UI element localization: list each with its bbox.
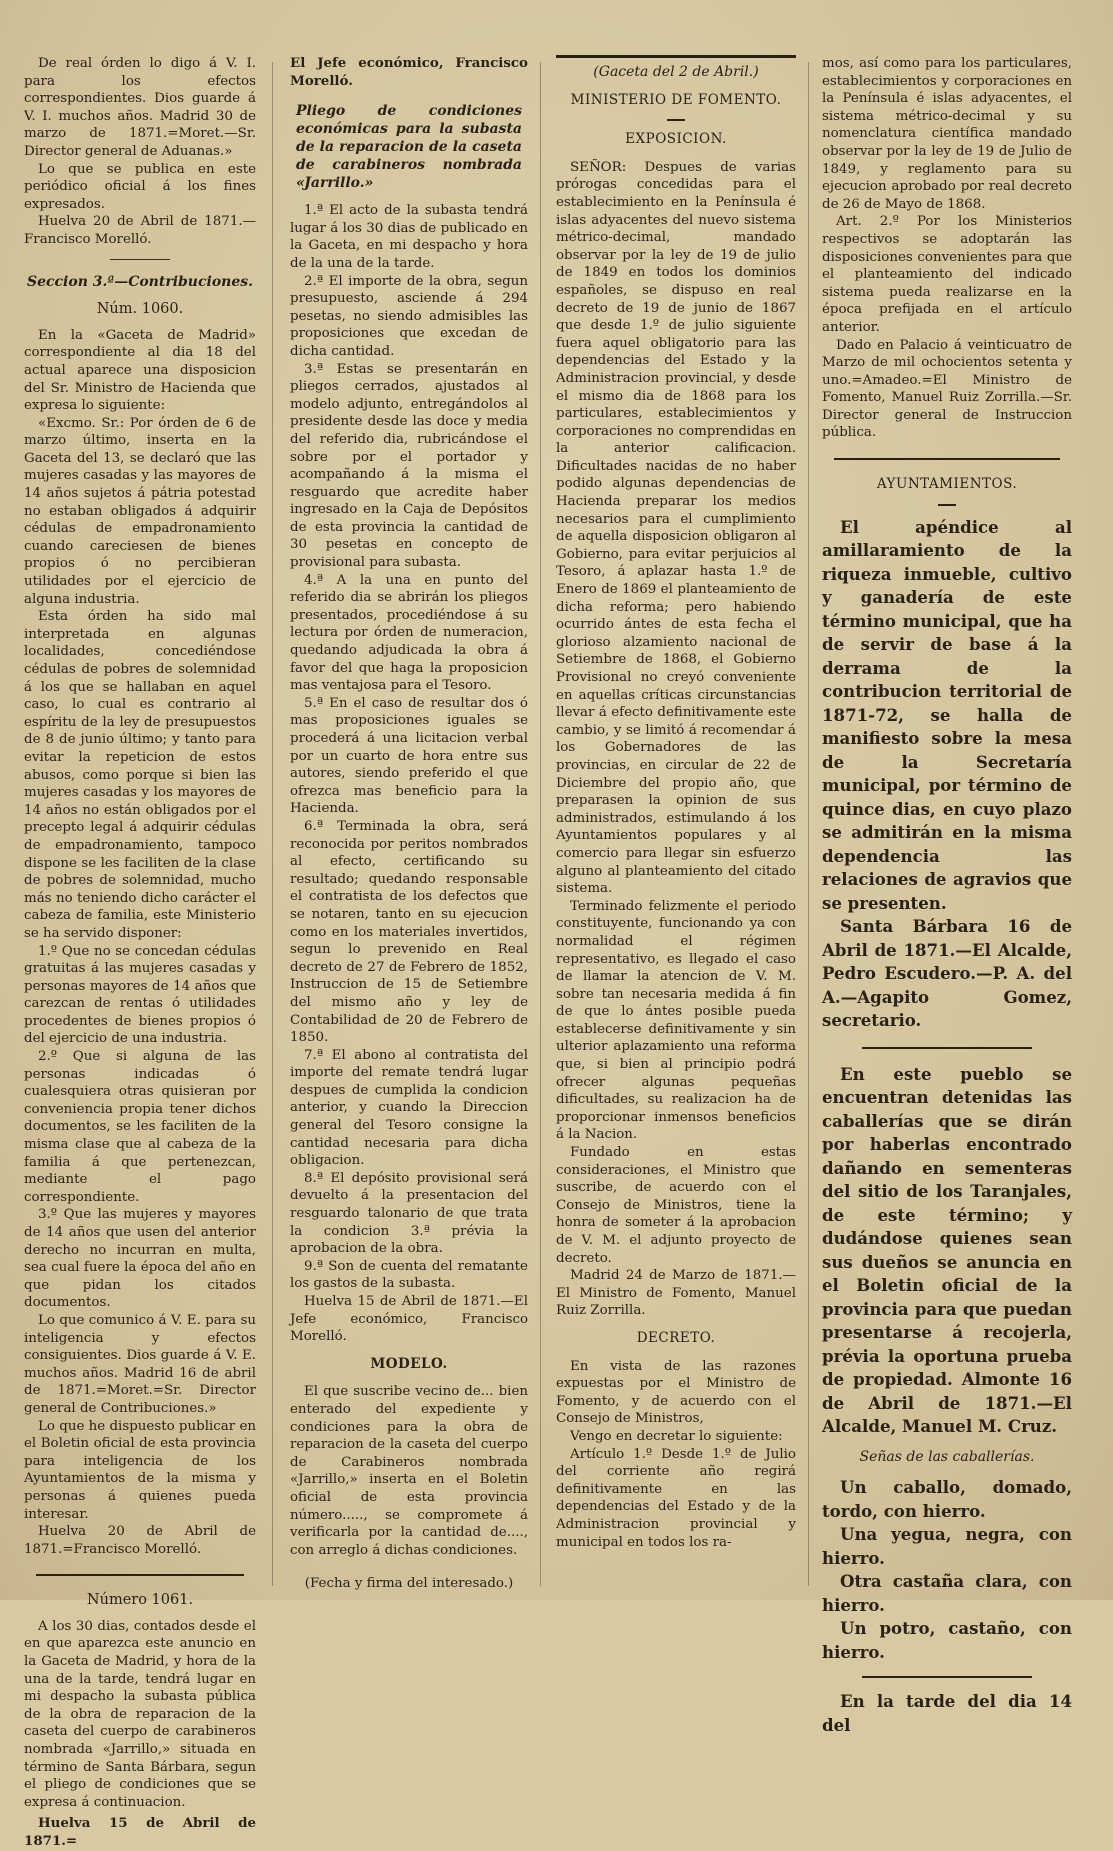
paragraph: En la tarde del dia 14 del <box>822 1691 1072 1735</box>
paragraph: Lo que he dispuesto publicar en el Boletin oficial de esta provincia para inteligencia de los Ayuntamientos de la misma y personas á quienes pueda interesar. <box>24 1418 256 1522</box>
paragraph: 3.º Que las mujeres y mayores de 14 años que usen del anterior derecho no incurran en multa, sea cual fuere la época del año en que pidan los citados documentos. <box>24 1207 256 1311</box>
condition: 6.ª Terminada la obra, será reconocida por peritos nombrados al efecto, certificando su resultado; quedando responsable el contratista de los defectos que se notaren, tanto en su ejecucion como en los materiales invertidos, segun lo prevenido en Real decreto de 27 de Febrero de 1852, Instruccion de 15 de Setiembre del mismo año y ley de Contabilidad de 20 de Febrero de 1850. <box>290 818 528 1046</box>
separator <box>36 1574 244 1576</box>
signature: Huelva 15 de Abril de 1871.—El Jefe económico, Francisco Morelló. <box>290 1294 528 1345</box>
separator <box>110 259 170 260</box>
paragraph: En la «Gaceta de Madrid» correspondiente al dia 18 del actual aparece una disposicion del Sr. Ministro de Hacienda que expresa lo siguiente: <box>24 327 256 414</box>
paragraph: Lo que comunico á V. E. para su inteligencia y efectos consiguientes. Dios guarde á V. E. muchos años. Madrid 16 de abril de 1871.=Moret.=Sr. Director general de Contribuciones.» <box>24 1312 256 1416</box>
paragraph: 2.º Que si alguna de las personas indicadas ó cualesquiera otras quisieran por conveniencia propia tener dichos documentos, se les faciliten de la misma clase que al cabeza de la familia á que pertenezcan, mediante el pago correspondiente. <box>24 1049 256 1205</box>
paragraph: El que suscribe vecino de... bien enterado del expediente y condiciones para la obra de reparacion de la caseta del cuerpo de Carabineros nombrada «Jarrillo,» inserta en el Boletin oficial de esta provincia número....., se compromete á verificarla por la cantidad de...., con arreglo á dichas condiciones. <box>290 1384 528 1558</box>
paragraph: Esta órden ha sido mal interpretada en algunas localidades, concediéndose cédulas de pobres de solemnidad á los que se hallaban en aquel caso, lo cual es contrario al espíritu de la ley de presupuestos de 8 de junio último; y tanto para evitar la repeticion de estos abusos, como porque si bien las mujeres casadas y los mayores de 14 años no están obligados por el precepto legal á adquirir cédulas de empadronamiento, tampoco dispone se les faciliten de la clase de pobres de solemnidad, mucho más no teniendo dicho carácter el cabeza de familia, este Ministerio se ha servido disponer: <box>24 609 256 941</box>
signature: Madrid 24 de Marzo de 1871.—El Ministro de Fomento, Manuel Ruiz Zorrilla. <box>556 1268 796 1319</box>
modelo-heading: MODELO. <box>370 1355 448 1372</box>
separator <box>556 55 796 58</box>
paragraph: A los 30 dias, contados desde el en que aparezca este anuncio en la Gaceta de Madrid, y hora de la una de la tarde, tendrá lugar en mi despacho la subasta pública de la obra de reparacion de la caseta del cuerpo de carabineros nombrada «Jarrillo,» situada en término de Santa Bárbara, segun el pliego de condiciones que se expresa á continuacion. <box>24 1618 256 1810</box>
notice-block <box>822 516 1072 1033</box>
paragraph: Art. 2.º Por los Ministerios respectivos se adoptarán las disposiciones convenientes para que el planteamiento del indicado sistema pueda realizarse en la época prefijada en el artículo anterior. <box>822 214 1072 335</box>
separator <box>834 458 1060 460</box>
exposicion-heading: EXPOSICION. <box>625 131 727 148</box>
notice-block <box>822 1063 1072 1439</box>
column-2 <box>290 55 528 1590</box>
paragraph: Vengo en decretar lo siguiente: <box>570 1428 783 1444</box>
condition: 9.ª Son de cuenta del rematante los gastos de la subasta. <box>290 1258 528 1292</box>
notice-number: Núm. 1060. <box>96 301 184 318</box>
notice-number: Número 1061. <box>86 1592 194 1609</box>
paragraph: En este pueblo se encuentran detenidas las caballerías que se dirán por haberlas encontrado dañando en sementeras del sitio de los Taranjales, de este término; y dudándose quienes sean sus dueños se anuncia en el Boletin oficial de la provincia para que puedan presentarse á recojerla, prévia la oportuna prueba de propiedad. Almonte 16 de Abril de 1871.—El Alcalde, Manuel M. Cruz. <box>822 1063 1072 1437</box>
condition: 1.ª El acto de la subasta tendrá lugar á los 30 dias de publicado en la Gaceta, en mi despacho y hora de la una de la tarde. <box>290 203 528 271</box>
fecha-firma: (Fecha y firma del interesado.) <box>304 1576 514 1592</box>
list-item: Una yegua, negra, con hierro. <box>822 1524 1072 1568</box>
column-rule <box>540 62 541 1586</box>
paragraph: En vista de las razones expuestas por el Ministro de Fomento, y de acuerdo con el Consejo de Ministros, <box>556 1358 796 1427</box>
condition: 7.ª El abono al contratista del importe del remate tendrá lugar despues de cumplida la condicion anterior, y cuando la Direccion general del Tesoro consigne la cantidad necesaria para dicha obligacion. <box>290 1047 528 1169</box>
section-title: Seccion 3.ª—Contribuciones. <box>26 273 254 290</box>
column-rule <box>808 62 809 1586</box>
separator <box>862 1047 1032 1049</box>
paragraph: «Excmo. Sr.: Por órden de 6 de marzo último, inserta en la Gaceta del 13, se declaró que las mujeres casadas y las mayores de 14 años sujetos á pátria potestad no estaban obligados á adquirir cédulas de empadronamiento cuando careciesen de bienes propios ó no percibieran utilidades por el ejercicio de alguna industria. <box>24 415 256 607</box>
signature: Santa Bárbara 16 de Abril de 1871.—El Alcalde, Pedro Escudero.—P. A. del A.—Agapito Gomez, secretario. <box>822 916 1072 1031</box>
paragraph: De real órden lo digo á V. I. para los efectos correspondientes. Dios guarde á V. I. muchos años. Madrid 30 de marzo de 1871.=Moret.—Sr. Director general de Aduanas.» <box>24 56 256 159</box>
condition: 4.ª A la una en punto del referido dia se abrirán los pliegos presentados, procediéndose á su lectura por órden de numeracion, quedando adjudicada la obra á favor del que haga la proposicion mas ventajosa para el Tesoro. <box>290 572 528 694</box>
separator <box>938 504 956 506</box>
signature: Huelva 20 de Abril de 1871.—Francisco Morelló. <box>24 214 256 247</box>
gaceta-heading: (Gaceta del 2 de Abril.) <box>593 64 759 80</box>
column-1 <box>24 55 256 1849</box>
condition: 3.ª Estas se presentarán en pliegos cerrados, ajustados al modelo adjunto, entregándolos al presidente desde las doce y media del referido dia, rubricándose el sobre por el portador y acompañando á la misma el resguardo que acredite haber ingresado en la Caja de Depósitos de esta provincia la cantidad de 30 pesetas en concepto de provisional para subasta. <box>290 361 528 571</box>
signature: Huelva 20 de Abril de 1871.=Francisco Morelló. <box>24 1524 256 1557</box>
horse-list <box>822 1476 1072 1664</box>
paragraph: Fundado en estas consideraciones, el Ministro que suscribe, de acuerdo con el Consejo de Ministros, tiene la honra de someter á la aprobacion de V. M. el adjunto proyecto de decreto. <box>556 1145 796 1266</box>
signature: Huelva 15 de Abril de 1871.= <box>24 1815 256 1849</box>
list-item: Un caballo, domado, tordo, con hierro. <box>822 1477 1072 1521</box>
column-4 <box>822 55 1072 1735</box>
paragraph: Lo que se publica en este periódico oficial á los fines expresados. <box>24 161 256 212</box>
notice-block <box>822 1690 1072 1737</box>
list-item: Un potro, castaño, con hierro. <box>822 1618 1072 1662</box>
condition: 2.ª El importe de la obra, segun presupuesto, asciende á 294 pesetas, no siendo admisibles las proposiciones que excedan de dicha cantidad. <box>290 273 528 359</box>
paragraph: Dado en Palacio á veinticuatro de Marzo de mil ochocientos setenta y uno.=Amadeo.=El Ministro de Fomento, Manuel Ruiz Zorrilla.—Sr. Director general de Instruccion pública. <box>822 337 1072 441</box>
condition: 8.ª El depósito provisional será devuelto á la presentacion del resguardo talonario de que trata la condicion 3.ª prévia la aprobacion de la obra. <box>290 1170 528 1257</box>
paragraph: Artículo 1.º Desde 1.º de Julio del corriente año regirá definitivamente en las dependencias del Estado y de la Administracion provincial y municipal en todos los ra- <box>556 1446 796 1550</box>
column-3 <box>556 55 796 1590</box>
paragraph: mos, así como para los particulares, establecimientos y corporaciones en la Península é islas adyacentes, el sistema métrico-decimal y su nomenclatura científica mandado observar por la ley de 19 de Julio de 1849, y reglamento para su ejecucion aprobado por real decreto de 26 de Mayo de 1868. <box>822 56 1072 212</box>
separator <box>862 1676 1032 1678</box>
ayuntamientos-heading: AYUNTAMIENTOS. <box>876 476 1018 493</box>
senas-heading: Señas de las caballerías. <box>859 1448 1035 1465</box>
ministry-heading: MINISTERIO DE FOMENTO. <box>570 91 782 108</box>
column-rule <box>272 62 273 1586</box>
paragraph: Terminado felizmente el periodo constituyente, funcionando ya con normalidad el régimen representativo, es llegado el caso de llamar la atencion de V. M. sobre tan necesaria medida á fin de que lo ántes posible pueda establecerse definitivamente y sin ulterior aplazamiento una reforma que, si bien al principio podrá ofrecer algunas pequeñas dificultades, su realizacion ha de proporcionar inmensos beneficios á la Nacion. <box>556 898 796 1143</box>
separator <box>667 119 685 121</box>
condition: 5.ª En el caso de resultar dos ó mas proposiciones iguales se procederá á una licitacion verbal por un cuarto de hora entre sus autores, siendo preferido el que ofrezca mas beneficio para la Hacienda. <box>290 695 528 817</box>
pliego-title: Pliego de condiciones económicas para la subasta de la reparacion de la caseta de carabineros nombrada «Jarrillo.» <box>296 103 522 192</box>
paragraph: 1.º Que no se concedan cédulas gratuitas á las mujeres casadas y personas mayores de 14 años que carezcan de rentas ó utilidades procedentes de bienes propios ó del ejercicio de una industria. <box>24 943 256 1047</box>
signature: El Jefe económico, Francisco Morelló. <box>290 55 528 89</box>
paragraph: SEÑOR: Despues de varias prórogas concedidas para el establecimiento en la Península é islas adyacentes del nuevo sistema métrico-decimal, mandado observar por la ley de 19 de julio de 1849 en todos los dominios españoles, se dispuso en real decreto de 19 de junio de 1867 que desde 1.º de julio siguiente fuera aquel obligatorio para las dependencias del Estado y la Administracion provincial, y desde el mismo dia de 1868 para los particulares, establecimientos y corporaciones no comprendidas en la anterior calificacion. Dificultades nacidas de no haber podido algunas dependencias de Hacienda preparar los medios necesarios para el cumplimiento de aquella disposicion obligaron al Gobierno, para evitar perjuicios al Tesoro, á aplazar hasta 1.º de Enero de 1869 el planteamiento de dicha reforma; pero habiendo ocurrido ántes de esta fecha el glorioso alzamiento nacional de Setiembre de 1868, el Gobierno Provisional no creyó conveniente en aquellas críticas circunstancias llevar á efecto definitivamente este cambio, y se limitó á recomendar á los Gobernadores de las provincias, en circular de 22 de Diciembre del propio año, que preparasen la opinion de sus administrados, estimulando á los Ayuntamientos populares y al comercio para llegar sin esfuerzo alguno al planteamiento del citado sistema. <box>556 159 796 897</box>
decreto-heading: DECRETO. <box>636 1329 716 1346</box>
list-item: Otra castaña clara, con hierro. <box>822 1571 1072 1615</box>
paragraph: El apéndice al amillaramiento de la riqueza inmueble, cultivo y ganadería de este término municipal, que ha de servir de base á la derrama de la contribucion territorial de 1871-72, se halla de manifiesto sobre la mesa de la Secretaría municipal, por término de quince dias, en cuyo plazo se admitirán en la misma dependencia las relaciones de agravios que se presenten. <box>822 516 1072 913</box>
